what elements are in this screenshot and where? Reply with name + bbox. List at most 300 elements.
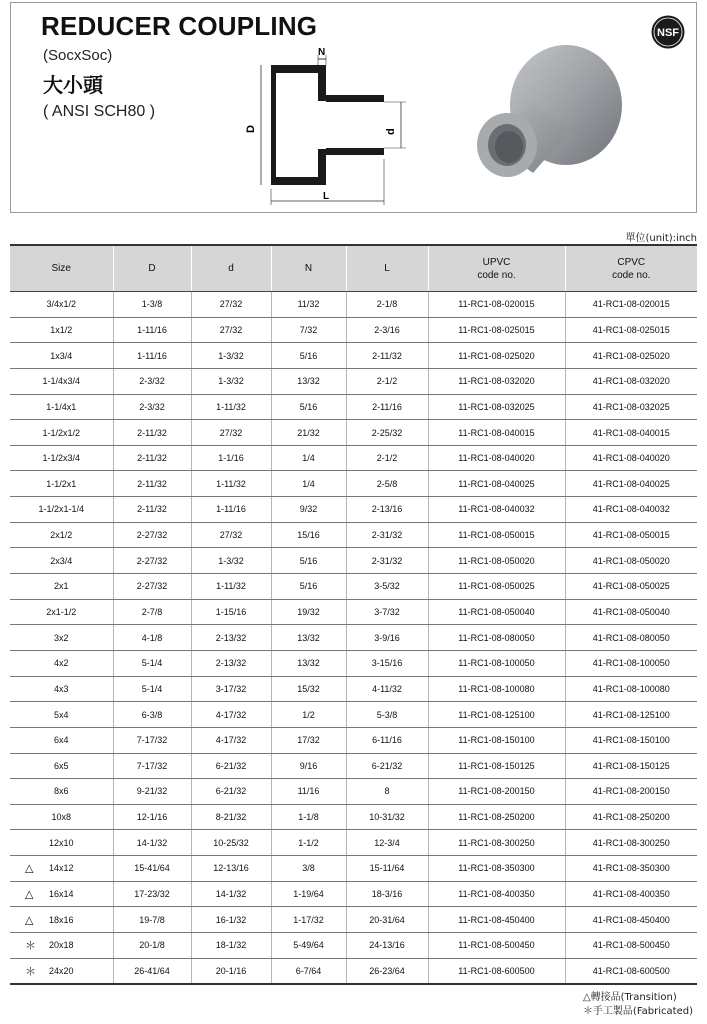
row-mark: △ <box>25 862 34 875</box>
cell-upvc-code-text: 11-RC1-08-100080 <box>458 683 535 694</box>
cell-n-text: 1-1/8 <box>298 812 319 823</box>
cell-size-text: 12x10 <box>48 837 74 848</box>
cell-size <box>10 907 113 933</box>
cell-upvc-code-text: 11-RC1-08-032020 <box>458 376 535 387</box>
cell-size-text: 2x1/2 <box>50 530 73 541</box>
coupling-bore-inner <box>495 131 523 163</box>
cell-upvc-code <box>428 625 565 651</box>
cell-size-text: 1-1/2x1 <box>46 478 77 489</box>
cell-l-text: 8 <box>384 786 390 797</box>
cell-l <box>346 522 428 548</box>
cell-inner-d <box>191 881 271 907</box>
label-l: L <box>323 191 330 202</box>
legend <box>583 991 693 1019</box>
cell-cpvc-code-text: 41-RC1-08-300250 <box>592 837 670 848</box>
cell-outer-d-text: 7-17/32 <box>136 735 168 746</box>
cell-n-text: 5/16 <box>299 350 318 361</box>
cell-l-text: 15-11/64 <box>369 863 405 874</box>
cell-outer-d-text: 14-1/32 <box>136 837 168 848</box>
cell-n-text: 1/4 <box>302 453 315 464</box>
cell-inner-d-text: 18-1/32 <box>215 940 247 951</box>
cell-size-text: 2x1-1/2 <box>46 607 77 617</box>
cell-cpvc-code-text: 41-RC1-08-050015 <box>592 530 670 541</box>
step-wall-top <box>318 65 326 101</box>
cell-outer-d <box>113 522 191 548</box>
cell-inner-d <box>191 548 271 574</box>
cell-l <box>346 420 428 446</box>
cell-cpvc-code <box>565 958 697 984</box>
cell-inner-d-text: 1-3/32 <box>218 350 244 361</box>
cell-n <box>271 497 346 523</box>
cell-n-text: 13/32 <box>297 632 320 643</box>
table-row <box>10 445 697 471</box>
cell-outer-d-text: 6-3/8 <box>141 709 163 720</box>
table-body <box>10 292 697 985</box>
cell-outer-d-text: 1-11/16 <box>137 324 167 335</box>
cell-cpvc-code <box>565 625 697 651</box>
cell-inner-d <box>191 625 271 651</box>
cell-cpvc-code-text: 41-RC1-08-600500 <box>592 965 670 976</box>
table-row <box>10 343 697 369</box>
cell-outer-d-text: 2-27/32 <box>136 530 168 541</box>
cell-upvc-code <box>428 497 565 523</box>
cell-l <box>346 650 428 676</box>
product-header-card <box>10 2 697 213</box>
row-mark: ＊ <box>25 940 36 953</box>
cell-size-text: 20x18 <box>48 940 74 951</box>
cell-size <box>10 599 113 625</box>
cell-outer-d <box>113 753 191 779</box>
cell-cpvc-code-text: 41-RC1-08-050020 <box>592 555 670 566</box>
cell-upvc-code <box>428 394 565 420</box>
cell-outer-d-text: 26-41/64 <box>134 965 170 976</box>
table-row <box>10 522 697 548</box>
cell-cpvc-code-text: 41-RC1-08-032020 <box>592 376 670 387</box>
table-row <box>10 702 697 728</box>
cell-outer-d-text: 2-7/8 <box>141 607 163 617</box>
cell-size <box>10 881 113 907</box>
cell-outer-d-text: 4-1/8 <box>141 632 163 643</box>
cell-inner-d-text: 6-21/32 <box>215 786 247 797</box>
cell-cpvc-code <box>565 574 697 600</box>
cell-l-text: 3-9/16 <box>374 632 400 643</box>
cell-n <box>271 907 346 933</box>
cell-size <box>10 856 113 882</box>
cell-cpvc-code <box>565 343 697 369</box>
cell-n-text: 1/2 <box>302 709 315 720</box>
cell-size <box>10 292 113 318</box>
cell-n <box>271 676 346 702</box>
table-row <box>10 727 697 753</box>
label-n: N <box>318 47 326 58</box>
table-row <box>10 958 697 984</box>
cell-outer-d <box>113 420 191 446</box>
cell-size <box>10 420 113 446</box>
cell-cpvc-code-text: 41-RC1-08-500450 <box>592 940 670 951</box>
cell-n <box>271 625 346 651</box>
header-cpvc-sub: code no. <box>612 269 651 281</box>
cell-n <box>271 445 346 471</box>
cell-outer-d-text: 2-11/32 <box>137 427 167 438</box>
unit-note: 單位(unit):inch <box>625 233 697 244</box>
cell-outer-d <box>113 343 191 369</box>
cell-inner-d <box>191 856 271 882</box>
cell-upvc-code-text: 11-RC1-08-150100 <box>458 735 535 746</box>
table-row <box>10 574 697 600</box>
cell-cpvc-code <box>565 317 697 343</box>
table-row <box>10 394 697 420</box>
cell-upvc-code-text: 11-RC1-08-125100 <box>458 709 535 720</box>
product-subtitle: (SocxSoc) <box>43 47 113 64</box>
inner-wall-bottom <box>326 148 384 155</box>
cell-upvc-code <box>428 599 565 625</box>
cell-cpvc-code <box>565 394 697 420</box>
cell-upvc-code <box>428 804 565 830</box>
cell-n-text: 21/32 <box>297 427 320 438</box>
cell-n <box>271 548 346 574</box>
cell-inner-d <box>191 830 271 856</box>
cell-cpvc-code <box>565 933 697 959</box>
cell-l <box>346 753 428 779</box>
cell-l <box>346 471 428 497</box>
cell-l <box>346 881 428 907</box>
cell-outer-d <box>113 727 191 753</box>
cell-size-text: 4x3 <box>53 683 69 694</box>
cell-l-text: 2-31/32 <box>371 530 403 541</box>
cell-inner-d <box>191 317 271 343</box>
cell-outer-d-text: 2-11/32 <box>137 478 167 489</box>
cell-inner-d <box>191 958 271 984</box>
product-chinese-name: 大小頭 <box>43 75 103 97</box>
cell-n-text: 17/32 <box>297 735 320 746</box>
cell-l <box>346 497 428 523</box>
cell-outer-d <box>113 368 191 394</box>
cell-cpvc-code-text: 41-RC1-08-250200 <box>592 812 670 823</box>
cell-upvc-code <box>428 343 565 369</box>
cell-cpvc-code-text: 41-RC1-08-040015 <box>592 427 670 438</box>
cell-outer-d <box>113 650 191 676</box>
cell-size-text: 24x20 <box>48 965 74 976</box>
cell-n <box>271 599 346 625</box>
cell-inner-d <box>191 445 271 471</box>
cell-n-text: 5/16 <box>299 401 318 412</box>
cell-l-text: 3-15/16 <box>371 658 403 669</box>
cell-outer-d-text: 9-21/32 <box>136 786 168 797</box>
cell-upvc-code-text: 11-RC1-08-050040 <box>458 607 535 617</box>
cell-outer-d-text: 12-1/16 <box>136 812 168 823</box>
cell-inner-d <box>191 702 271 728</box>
cell-size-text: 1-1/2x3/4 <box>42 453 81 464</box>
cell-size <box>10 650 113 676</box>
cell-l <box>346 727 428 753</box>
cell-inner-d-text: 10-25/32 <box>213 837 249 848</box>
cell-l-text: 2-1/2 <box>376 376 398 387</box>
cell-n <box>271 317 346 343</box>
cell-inner-d <box>191 804 271 830</box>
cell-l-text: 2-11/32 <box>372 350 402 361</box>
cell-outer-d <box>113 779 191 805</box>
cell-cpvc-code <box>565 445 697 471</box>
cell-size-text: 10x8 <box>51 812 72 823</box>
cell-outer-d-text: 5-1/4 <box>141 683 163 694</box>
cell-size <box>10 727 113 753</box>
cell-upvc-code-text: 11-RC1-08-350300 <box>458 863 535 874</box>
cell-outer-d <box>113 445 191 471</box>
product-standard: ( ANSI SCH80 ) <box>43 103 156 120</box>
cell-upvc-code-text: 11-RC1-08-050025 <box>458 581 535 592</box>
cell-cpvc-code <box>565 830 697 856</box>
cell-inner-d-text: 6-21/32 <box>215 760 247 771</box>
cell-n <box>271 702 346 728</box>
cell-n-text: 15/16 <box>297 530 320 541</box>
cell-cpvc-code-text: 41-RC1-08-150100 <box>592 735 670 746</box>
cell-size-text: 8x6 <box>53 786 69 797</box>
cell-upvc-code <box>428 727 565 753</box>
cell-inner-d <box>191 292 271 318</box>
cell-size-text: 3/4x1/2 <box>46 299 77 310</box>
cell-inner-d-text: 16-1/32 <box>215 914 247 925</box>
cell-inner-d <box>191 907 271 933</box>
header-outer-d: D <box>113 245 191 292</box>
product-title: REDUCER COUPLING <box>41 11 318 41</box>
cell-inner-d-text: 14-1/32 <box>215 889 247 900</box>
cell-outer-d <box>113 933 191 959</box>
cell-size-text: 1-1/4x1 <box>46 401 77 412</box>
cell-cpvc-code <box>565 420 697 446</box>
cell-n-text: 1/4 <box>302 478 315 489</box>
cell-cpvc-code-text: 41-RC1-08-050025 <box>592 581 670 592</box>
cell-upvc-code <box>428 907 565 933</box>
outer-wall-top <box>271 65 323 73</box>
cell-cpvc-code-text: 41-RC1-08-025020 <box>592 350 670 361</box>
cell-outer-d-text: 2-3/32 <box>139 376 165 387</box>
cell-size <box>10 574 113 600</box>
cell-n <box>271 804 346 830</box>
cell-l-text: 2-3/16 <box>374 324 400 335</box>
cell-outer-d-text: 2-27/32 <box>136 581 168 592</box>
table-row <box>10 625 697 651</box>
cell-l-text: 2-25/32 <box>371 427 403 438</box>
cell-outer-d <box>113 394 191 420</box>
cell-outer-d <box>113 497 191 523</box>
cell-inner-d-text: 1-3/32 <box>218 376 244 387</box>
cell-size <box>10 804 113 830</box>
cell-n <box>271 343 346 369</box>
cell-upvc-code-text: 11-RC1-08-025015 <box>458 324 535 335</box>
table-row <box>10 420 697 446</box>
cell-upvc-code-text: 11-RC1-08-500450 <box>458 940 535 951</box>
cell-upvc-code-text: 11-RC1-08-200150 <box>458 786 535 797</box>
cell-outer-d-text: 15-41/64 <box>134 863 170 874</box>
cell-inner-d-text: 1-11/32 <box>216 478 246 489</box>
cell-n-text: 1-17/32 <box>293 914 324 925</box>
cell-upvc-code <box>428 881 565 907</box>
cell-l <box>346 445 428 471</box>
cell-upvc-code <box>428 958 565 984</box>
cell-outer-d <box>113 830 191 856</box>
cell-inner-d <box>191 522 271 548</box>
cell-upvc-code-text: 11-RC1-08-080050 <box>458 632 535 643</box>
cell-n-text: 11/32 <box>297 299 320 310</box>
cell-upvc-code <box>428 317 565 343</box>
cell-n <box>271 471 346 497</box>
cell-inner-d-text: 27/32 <box>219 427 243 438</box>
cell-n <box>271 958 346 984</box>
cell-upvc-code-text: 11-RC1-08-600500 <box>458 965 535 976</box>
cell-l-text: 20-31/64 <box>369 914 405 925</box>
cell-size <box>10 753 113 779</box>
product-photo <box>451 33 631 193</box>
cell-l <box>346 292 428 318</box>
cell-inner-d-text: 20-1/16 <box>215 965 247 976</box>
cell-upvc-code <box>428 445 565 471</box>
bore-large <box>276 73 318 177</box>
cell-size-text: 1x3/4 <box>50 350 73 361</box>
cell-inner-d <box>191 368 271 394</box>
cell-outer-d-text: 19-7/8 <box>139 914 165 925</box>
table-row <box>10 881 697 907</box>
cell-inner-d-text: 27/32 <box>219 530 243 541</box>
cell-l <box>346 933 428 959</box>
cell-cpvc-code-text: 41-RC1-08-032025 <box>592 401 670 412</box>
cell-inner-d <box>191 650 271 676</box>
table-row <box>10 548 697 574</box>
cell-n-text: 3/8 <box>302 863 315 874</box>
cell-l-text: 4-11/32 <box>372 683 402 694</box>
cell-upvc-code <box>428 471 565 497</box>
table-row <box>10 856 697 882</box>
cell-size-text: 6x5 <box>53 760 69 771</box>
cell-l-text: 2-13/16 <box>371 504 403 515</box>
cell-size-text: 18x16 <box>48 914 74 925</box>
cell-upvc-code-text: 11-RC1-08-025020 <box>458 350 535 361</box>
cell-outer-d-text: 1-3/8 <box>141 299 163 310</box>
cell-inner-d-text: 2-13/32 <box>215 632 247 643</box>
cell-upvc-code <box>428 420 565 446</box>
cell-n-text: 11/16 <box>297 786 320 797</box>
table-row <box>10 292 697 318</box>
table-row <box>10 497 697 523</box>
cell-size <box>10 548 113 574</box>
outer-wall-bottom <box>271 177 323 185</box>
cell-l <box>346 368 428 394</box>
cell-l-text: 2-5/8 <box>376 478 398 489</box>
cell-l-text: 2-31/32 <box>371 555 403 566</box>
cell-size <box>10 343 113 369</box>
cell-cpvc-code <box>565 702 697 728</box>
row-mark: △ <box>25 914 34 927</box>
cell-inner-d <box>191 394 271 420</box>
cell-size <box>10 702 113 728</box>
cell-n-text: 13/32 <box>297 376 320 387</box>
cell-size-text: 14x12 <box>48 863 74 874</box>
cell-l <box>346 574 428 600</box>
cell-inner-d <box>191 599 271 625</box>
cell-l-text: 2-1/8 <box>376 299 398 310</box>
cell-cpvc-code-text: 41-RC1-08-080050 <box>592 632 670 643</box>
cell-upvc-code <box>428 368 565 394</box>
cell-upvc-code-text: 11-RC1-08-300250 <box>458 837 535 848</box>
cell-inner-d <box>191 420 271 446</box>
cell-cpvc-code-text: 41-RC1-08-400350 <box>592 889 670 900</box>
cell-l-text: 18-3/16 <box>371 889 403 900</box>
table-row <box>10 599 697 625</box>
cell-upvc-code-text: 11-RC1-08-100050 <box>458 658 535 669</box>
cell-size-text: 2x1 <box>53 581 69 592</box>
table-row <box>10 650 697 676</box>
cell-cpvc-code <box>565 548 697 574</box>
cell-outer-d-text: 2-27/32 <box>136 555 168 566</box>
cell-l <box>346 676 428 702</box>
header-inner-d: d <box>191 245 271 292</box>
cell-l <box>346 317 428 343</box>
cell-outer-d <box>113 574 191 600</box>
cell-upvc-code-text: 11-RC1-08-050020 <box>458 555 535 566</box>
cell-l-text: 24-13/16 <box>369 940 405 951</box>
header-upvc <box>428 245 565 292</box>
row-mark: ＊ <box>25 965 36 978</box>
cell-outer-d-text: 7-17/32 <box>136 760 168 771</box>
cell-cpvc-code-text: 41-RC1-08-040025 <box>592 478 670 489</box>
label-outer-d: D <box>245 125 257 133</box>
cell-upvc-code-text: 11-RC1-08-450400 <box>458 914 535 925</box>
cell-l <box>346 343 428 369</box>
cell-outer-d <box>113 599 191 625</box>
cell-cpvc-code-text: 41-RC1-08-125100 <box>592 709 670 720</box>
cell-l-text: 6-21/32 <box>371 760 403 771</box>
cell-size <box>10 317 113 343</box>
cell-inner-d-text: 1-11/32 <box>216 401 246 412</box>
header-n: N <box>271 245 346 292</box>
cell-l <box>346 394 428 420</box>
cell-l <box>346 804 428 830</box>
cell-size <box>10 497 113 523</box>
cell-outer-d-text: 17-23/32 <box>134 889 170 900</box>
cell-inner-d <box>191 779 271 805</box>
cell-inner-d <box>191 933 271 959</box>
cell-n <box>271 727 346 753</box>
cell-n <box>271 292 346 318</box>
cell-n-text: 5/16 <box>299 555 318 566</box>
cell-size <box>10 471 113 497</box>
cell-n <box>271 522 346 548</box>
cell-n-text: 1-1/2 <box>298 837 319 848</box>
cell-size-text: 1-1/2x1-1/4 <box>38 504 85 515</box>
header-cpvc-title: CPVC <box>617 256 646 268</box>
cell-size <box>10 522 113 548</box>
cell-upvc-code-text: 11-RC1-08-020015 <box>458 299 535 310</box>
cell-size-text: 2x3/4 <box>50 555 73 566</box>
cell-size <box>10 625 113 651</box>
table-header-row <box>10 245 697 292</box>
cell-cpvc-code <box>565 779 697 805</box>
cell-size-text: 5x4 <box>53 709 69 720</box>
table-row <box>10 933 697 959</box>
cell-upvc-code-text: 11-RC1-08-040025 <box>458 478 535 489</box>
cell-inner-d <box>191 497 271 523</box>
cell-outer-d <box>113 317 191 343</box>
cell-l <box>346 830 428 856</box>
cell-inner-d-text: 27/32 <box>219 299 243 310</box>
cell-outer-d <box>113 292 191 318</box>
cell-size-text: 1-1/4x3/4 <box>42 376 81 387</box>
nsf-badge-icon <box>651 15 685 49</box>
cell-inner-d-text: 1-11/32 <box>216 581 246 592</box>
cell-cpvc-code <box>565 368 697 394</box>
cell-n-text: 5-49/64 <box>293 940 324 951</box>
cell-outer-d-text: 2-3/32 <box>139 401 165 412</box>
cell-inner-d-text: 27/32 <box>219 324 243 335</box>
